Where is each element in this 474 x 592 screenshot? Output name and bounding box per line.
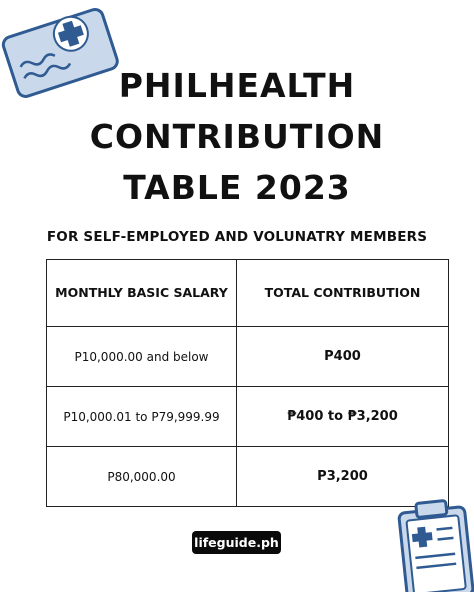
table-row — [47, 447, 449, 507]
site-badge: lifeguide.ph — [192, 531, 281, 554]
header-label: TOTAL CONTRIBUTION — [264, 285, 421, 300]
salary-cell: P10,000.01 to P79,999.99 — [47, 387, 237, 447]
title-line-1: PHILHEALTH — [118, 66, 356, 105]
page-title — [0, 60, 474, 213]
salary-cell: P10,000.00 and below — [47, 327, 237, 387]
contribution-table — [46, 259, 449, 507]
header-total-contribution — [237, 260, 449, 327]
table-header-row — [47, 260, 449, 327]
salary-cell: P80,000.00 — [47, 447, 237, 507]
contribution-cell: ₱400 to ₱3,200 — [237, 387, 449, 447]
subtitle: FOR SELF-EMPLOYED AND VOLUNATRY MEMBERS — [46, 229, 428, 245]
contribution-cell: P3,200 — [237, 447, 449, 507]
contribution-cell: P400 — [237, 327, 449, 387]
table-row — [47, 327, 449, 387]
clipboard-icon — [392, 496, 474, 592]
title-line-3: TABLE 2023 — [123, 168, 351, 207]
title-line-2: CONTRIBUTION — [89, 117, 385, 156]
header-label: MONTHLY BASIC SALARY — [55, 285, 228, 300]
header-monthly-basic-salary — [47, 260, 237, 327]
table-row — [47, 387, 449, 447]
